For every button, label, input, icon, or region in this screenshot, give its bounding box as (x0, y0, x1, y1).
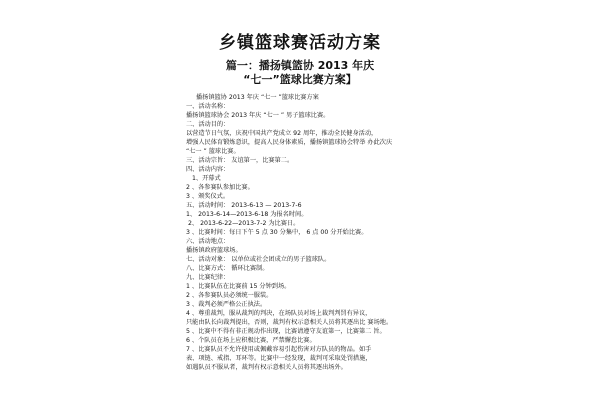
body-line: 增强人民体育锻炼意识，提高人民身体素质，播扬镇篮球协会特举 办此次庆 (186, 139, 393, 146)
body-line: “七一 ” 篮球比赛。 (186, 148, 240, 155)
body-line: 2、 2013-6-22—2013-7-2 为比赛日。 (188, 220, 300, 227)
body-line: 以营造节日气氛，庆祝中国共产党成立 92 周年，推动全民健身活动， (186, 130, 378, 137)
body-line: 5 、比赛中不得有非正规动作出现，比赛请遵守友谊第一，比赛第二 旨。 (186, 328, 386, 335)
body-line: 播扬镇篮球协会 2013 年庆 “七一 ” 男子篮球比赛。 (186, 112, 330, 119)
body-line: 1 、比赛队伍在比赛前 15 分钟到场。 (186, 283, 291, 290)
subtitle-line-1: 篇一：播扬镇篮协 2013 年庆 (225, 59, 375, 72)
body-line: 3 、颁奖仪式。 (186, 193, 230, 200)
body-line: 四、活动内容： (186, 166, 230, 173)
body-line: 播扬镇政府篮球场。 (186, 247, 242, 254)
body-line: 九、比赛纪律： (186, 274, 230, 281)
body-line: 3 、比赛时间：每日下午 5 点 30 分集中， 6 点 00 分开始比赛。 (186, 229, 368, 236)
document-body (186, 93, 586, 372)
body-line: 三、活动宗旨： 友谊第一，比赛第二。 (186, 157, 294, 164)
body-line: 2 、各参赛队参加比赛。 (186, 184, 254, 191)
body-line: 6 、个队员在场上应积极比赛，严禁懈怠比赛。 (186, 337, 316, 344)
body-line: 1、开幕式 (192, 175, 221, 182)
body-line: 二、活动目的： (186, 121, 230, 128)
body-line: 八、比赛方式： 循环比赛制。 (186, 265, 269, 272)
body-line: 六、活动地点： (186, 238, 230, 245)
body-line: 表、项链、戒指、耳环等。比赛中一经发现，裁判可采取处罚措施， (186, 355, 372, 362)
body-line: 一、活动名称： (186, 103, 230, 110)
body-line: 播扬镇篮协 2013 年庆 “七一 ”篮球比赛方案 (196, 94, 319, 101)
document-title: 乡镇篮球赛活动方案 (219, 33, 381, 53)
body-line: 七、活动对象： 以单位或社会团成立的男子篮球队。 (186, 256, 331, 263)
body-line: 3 、裁判必须严格公正执法。 (186, 301, 267, 308)
body-line: 五、活动时间： 2013-6-13 — 2013-7-6 (186, 202, 302, 209)
body-line: 1、 2013-6-14—2013-6-18 为报名时间。 (186, 211, 308, 218)
body-line: 7 、比赛队员不允许使用或佩戴容易引起伤害对方队员的物品。如手 (186, 346, 372, 353)
body-line: 只能由队长向裁判提出，否则，裁判有权示意相关人员将其逐出比 赛场地。 (186, 319, 393, 326)
body-line: 4 、尊重裁判，服从裁判的判决，在场队员对场上裁判判罚有异议， (186, 310, 372, 317)
body-line: 如遇队员不服从者，裁判有权示意相关人员将其逐出场外。 (186, 364, 347, 371)
body-line: 2 、各参赛队员必须统一服装。 (186, 292, 273, 299)
subtitle-line-2: “七一”篮球比赛方案】 (243, 73, 357, 86)
